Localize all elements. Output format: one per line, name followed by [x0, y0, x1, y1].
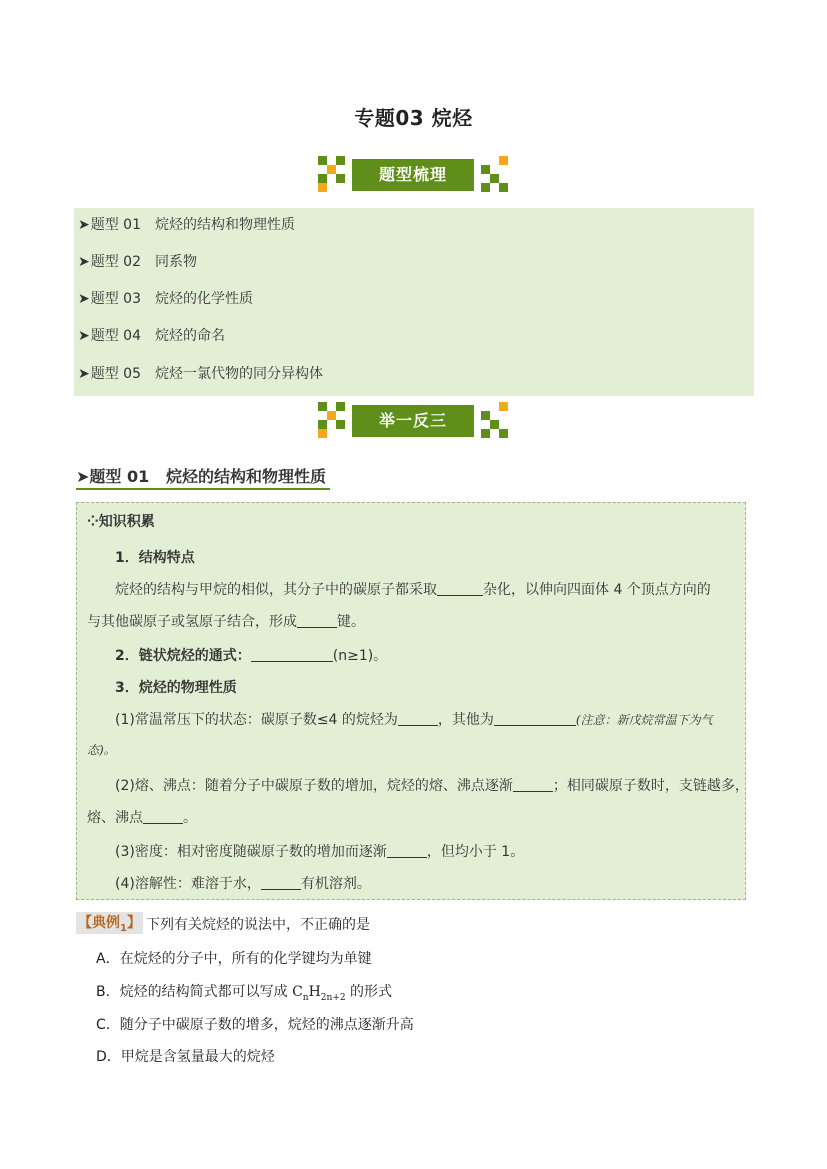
text-line: 熔、沸点 。	[87, 810, 197, 826]
question-text: 下列有关烷烃的说法中，不正确的是	[146, 917, 370, 933]
diamond-icon: ⁘	[87, 514, 99, 530]
example-tag: 【典例$_1$】	[76, 912, 143, 934]
text-line: (2)熔、沸点：随着分子中碳原子数的增加，烷烃的熔、沸点逐渐 ；相同碳原子数时，支链越多，	[115, 778, 749, 794]
banner-practice	[318, 402, 508, 440]
text-line: (4)溶解性：难溶于水， 有机溶剂。	[115, 876, 371, 892]
toc-item[interactable]: ➤题型 03 烷烃的化学性质	[78, 291, 253, 307]
toc-item[interactable]: ➤题型 02 同系物	[78, 254, 197, 270]
knowledge-heading: ⁘知识积累	[87, 514, 155, 530]
toc-item[interactable]: ➤题型 05 烷烃一氯代物的同分异构体	[78, 366, 323, 382]
text-line: 烷烃的结构与甲烷的相似，其分子中的碳原子都采取 杂化，以伸向四面体 4 个顶点方向的	[115, 582, 711, 598]
banner-question-types	[318, 156, 508, 194]
toc-item[interactable]: ➤题型 04 烷烃的命名	[78, 328, 225, 344]
text-line: (1)常温常压下的状态：碳原子数≤4 的烷烃为 ，其他为 (注意：新戊烷常温下为气	[115, 712, 713, 728]
option-c[interactable]: C．随分子中碳原子数的增多，烷烃的沸点逐渐升高	[96, 1017, 414, 1033]
text-line: 与其他碳原子或氢原子结合，形成 键。	[87, 614, 365, 630]
section-heading: ➤题型 01 烷烃的结构和物理性质	[76, 467, 326, 486]
subsection-title: 1．结构特点	[115, 550, 195, 566]
subsection-title: 3．烷烃的物理性质	[115, 680, 237, 696]
text-line: (3)密度：相对密度随碳原子数的增加而逐渐 ，但均小于 1。	[115, 844, 525, 860]
banner-label: 题型梳理	[352, 159, 474, 191]
banner-label: 举一反三	[352, 405, 474, 437]
option-a[interactable]: A．在烷烃的分子中，所有的化学键均为单键	[96, 951, 372, 967]
option-b[interactable]: B．烷烃的结构简式都可以写成 $C_nH_{2n+2}$ 的形式	[96, 984, 393, 1003]
page-title: 专题03 烷烃	[354, 106, 473, 130]
knowledge-box	[76, 502, 749, 900]
toc-item[interactable]: ➤题型 01 烷烃的结构和物理性质	[78, 217, 295, 233]
toc-box	[74, 208, 754, 396]
text-line: 态)。	[87, 743, 116, 757]
text-line: 2．链状烷烃的通式： (n≥1)。	[115, 648, 388, 664]
option-d[interactable]: D．甲烷是含氢量最大的烷烃	[96, 1049, 275, 1065]
section-underline	[76, 488, 330, 490]
